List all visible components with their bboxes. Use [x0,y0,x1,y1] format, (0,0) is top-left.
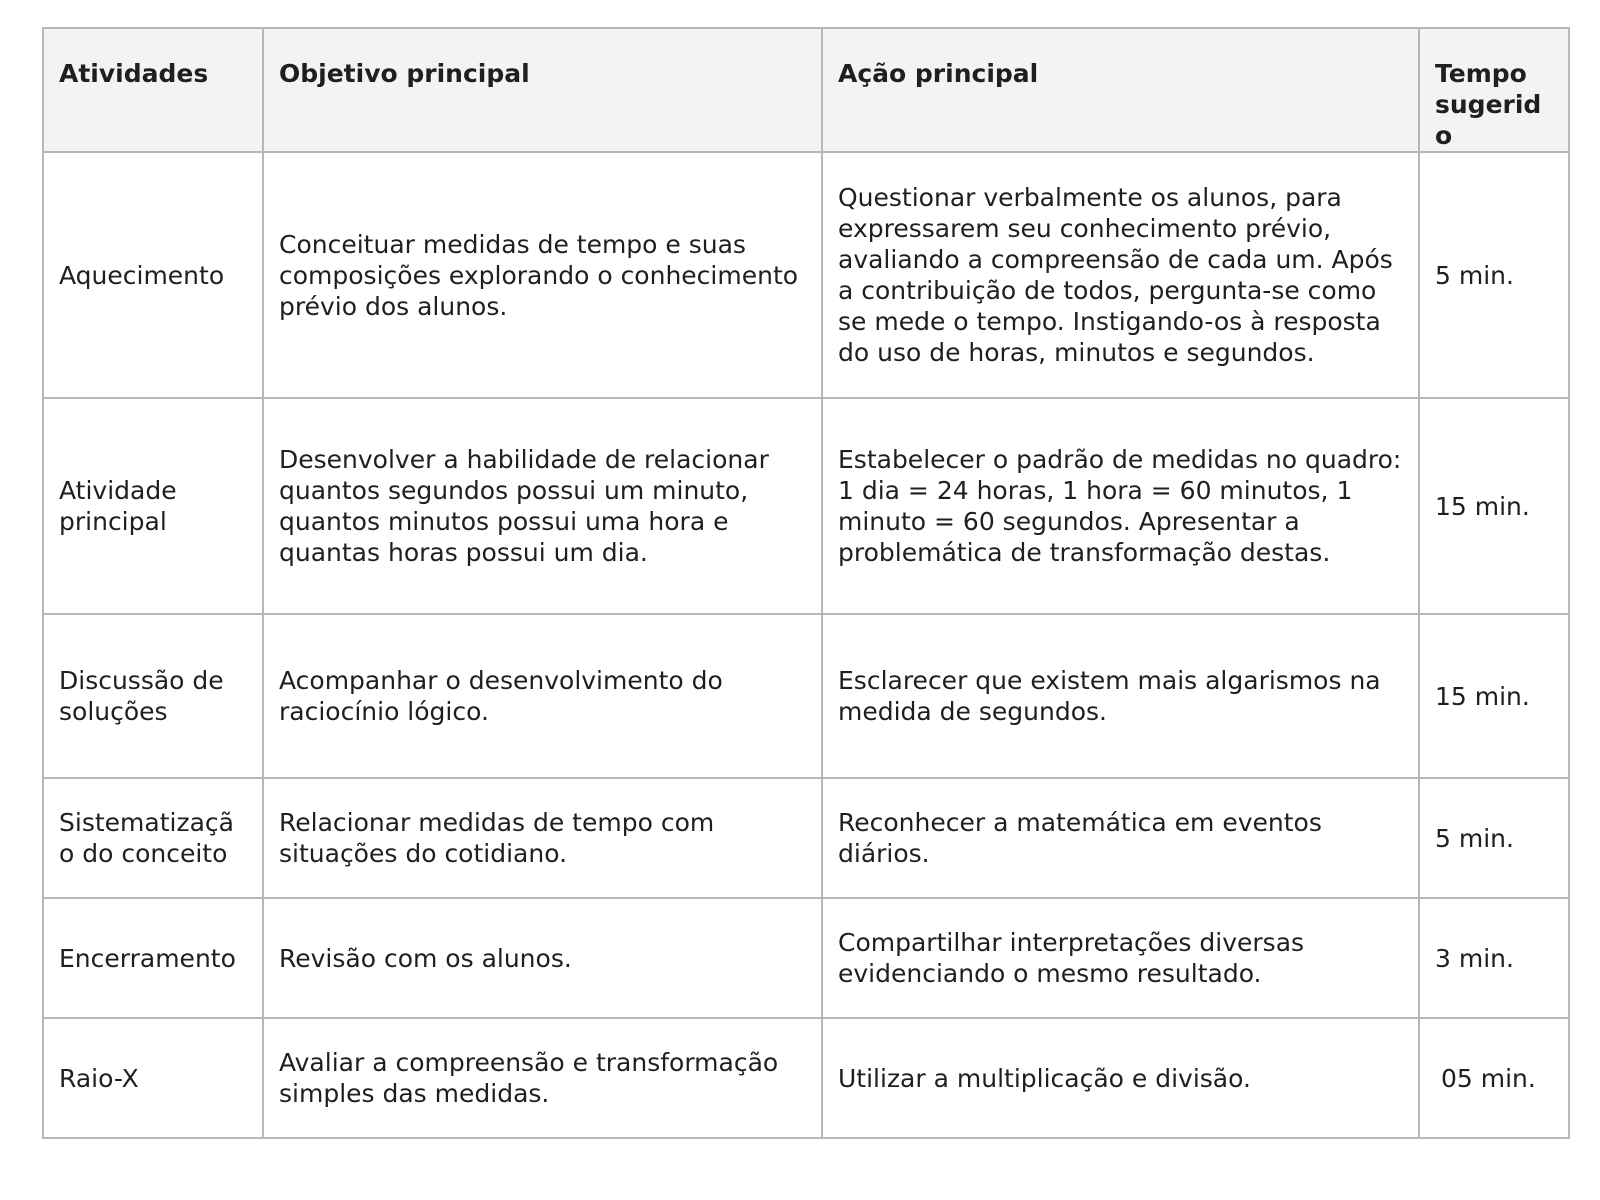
cell-tempo: 05 min. [1419,1018,1569,1138]
cell-atividade: Raio-X [43,1018,263,1138]
header-objetivo: Objetivo principal [263,28,822,152]
table-row [43,778,1569,898]
cell-acao: Esclarecer que existem mais algarismos na medida de segundos. [822,614,1419,778]
cell-atividade: Atividade principal [43,398,263,614]
table-row [43,398,1569,614]
cell-tempo: 5 min. [1419,152,1569,398]
cell-acao: Estabelecer o padrão de medidas no quadro: 1 dia = 24 horas, 1 hora = 60 minutos, 1 minuto = 60 segundos. Apresentar a problemática de transformação destas. [822,398,1419,614]
cell-atividade: Aquecimento [43,152,263,398]
header-row [43,28,1569,152]
table-row [43,1018,1569,1138]
cell-acao: Compartilhar interpretações diversas evidenciando o mesmo resultado. [822,898,1419,1018]
header-acao: Ação principal [822,28,1419,152]
cell-objetivo: Relacionar medidas de tempo com situações do cotidiano. [263,778,822,898]
cell-tempo: 15 min. [1419,614,1569,778]
cell-atividade: Sistematização do conceito [43,778,263,898]
cell-tempo: 3 min. [1419,898,1569,1018]
header-atividades: Atividades [43,28,263,152]
cell-objetivo: Conceituar medidas de tempo e suas composições explorando o conhecimento prévio dos alunos. [263,152,822,398]
cell-atividade: Discussão de soluções [43,614,263,778]
cell-tempo: 15 min. [1419,398,1569,614]
table-row [43,614,1569,778]
cell-acao: Reconhecer a matemática em eventos diários. [822,778,1419,898]
lesson-plan-table [42,27,1570,1139]
table-body [43,152,1569,1138]
cell-objetivo: Avaliar a compreensão e transformação simples das medidas. [263,1018,822,1138]
cell-objetivo: Revisão com os alunos. [263,898,822,1018]
cell-objetivo: Acompanhar o desenvolvimento do raciocínio lógico. [263,614,822,778]
table-row [43,152,1569,398]
cell-acao: Questionar verbalmente os alunos, para expressarem seu conhecimento prévio, avaliando a compreensão de cada um. Após a contribuição de todos, pergunta-se como se mede o tempo. Instigando-os à resposta do uso de horas, minutos e segundos. [822,152,1419,398]
cell-acao: Utilizar a multiplicação e divisão. [822,1018,1419,1138]
cell-atividade: Encerramento [43,898,263,1018]
header-tempo: Tempo sugerido [1419,28,1569,152]
cell-objetivo: Desenvolver a habilidade de relacionar quantos segundos possui um minuto, quantos minutos possui uma hora e quantas horas possui um dia. [263,398,822,614]
table-header [43,28,1569,152]
table-row [43,898,1569,1018]
cell-tempo: 5 min. [1419,778,1569,898]
